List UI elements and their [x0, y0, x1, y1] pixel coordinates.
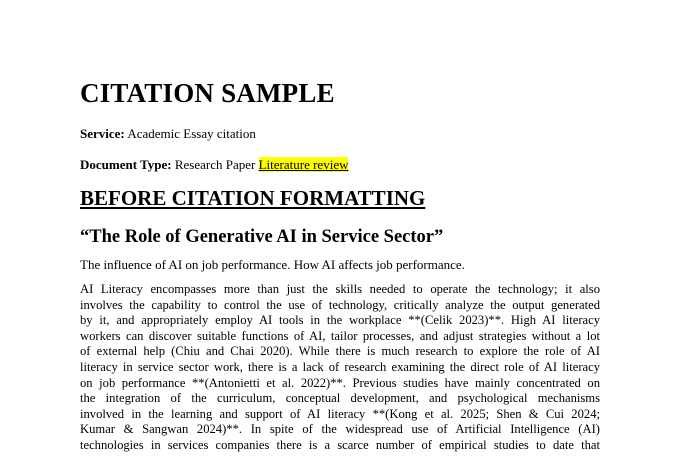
- body-line: involved in the learning and support of AI literacy **(Kong et al. 2025; Shen & Cui 2024;: [80, 406, 600, 421]
- document-type-value: Research Paper: [174, 157, 256, 172]
- body-paragraph: [80, 282, 600, 454]
- body-line: workers can discover suitable functions of AI, tailor processes, and adjust strategies without a lot: [80, 328, 600, 343]
- body-line: involves the capability to control the use of technology, critically analyze the output generated: [80, 297, 600, 312]
- body-line: of external help (Chiu and Chai 2020). While there is much research to explore the role of AI: [80, 344, 600, 359]
- intro-line: The influence of AI on job performance. How AI affects job performance.: [80, 257, 465, 272]
- section-heading: BEFORE CITATION FORMATTING: [80, 186, 426, 210]
- document-type-line: [80, 157, 348, 173]
- service-label: Service:: [80, 126, 125, 141]
- body-line: the integration of the curriculum, conceptual development, and psychological mechanisms: [80, 391, 600, 406]
- body-line: literacy in service sector work, there is a lack of research examining the direct role of AI literacy: [80, 359, 600, 374]
- document-title: CITATION SAMPLE: [80, 78, 335, 108]
- service-line: [80, 126, 256, 142]
- paper-title: “The Role of Generative AI in Service Sector”: [80, 227, 444, 247]
- body-line: Kumar & Sangwan 2024)**. In spite of the widespread use of Artificial Intelligence (AI): [80, 422, 600, 437]
- document-type-label: Document Type:: [80, 157, 172, 172]
- body-line: AI Literacy encompasses more than just the skills needed to operate the technology; it also: [80, 282, 600, 296]
- body-line: on job performance **(Antonietti et al. 2022)**. Previous studies have mainly concentrated on: [80, 375, 600, 390]
- literature-review-highlight: Literature review: [258, 157, 349, 172]
- body-line: technologies in services companies there is a scarce number of empirical studies to date that: [80, 437, 600, 452]
- body-line: by it, and appropriately employ AI tools in the workplace **(Celik 2023)**. High AI literacy: [80, 313, 600, 328]
- service-value: Academic Essay citation: [127, 126, 256, 141]
